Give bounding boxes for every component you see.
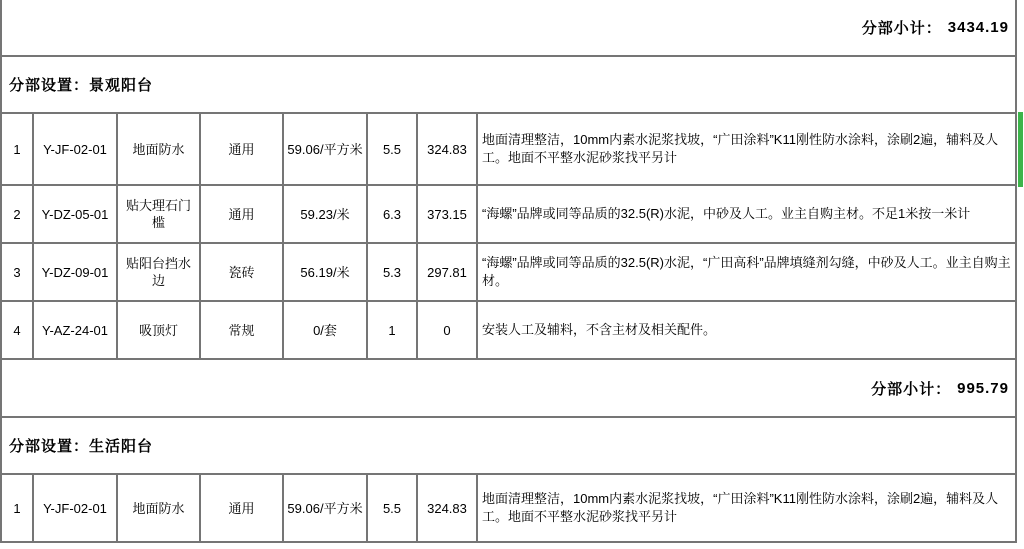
section-title-row-jingguan <box>0 57 1017 112</box>
table-row <box>1 474 1016 542</box>
table-row <box>1 185 1016 243</box>
subtotal-label: 分部小计： <box>861 20 942 37</box>
cell-quantity[interactable]: 5.3 <box>367 243 417 301</box>
cell-unit-price[interactable]: 59.06/平方米 <box>283 113 367 185</box>
cell-amount[interactable]: 297.81 <box>417 243 477 301</box>
cell-item-code[interactable]: Y-AZ-24-01 <box>33 301 117 359</box>
cell-item-code[interactable]: Y-JF-02-01 <box>33 474 117 542</box>
cell-unit-price[interactable]: 59.06/平方米 <box>283 474 367 542</box>
cell-item-code[interactable]: Y-JF-02-01 <box>33 113 117 185</box>
previous-section-subtotal-row <box>0 0 1017 57</box>
cell-item-type[interactable]: 通用 <box>200 474 283 542</box>
section-title: 生活阳台 <box>89 438 154 455</box>
section-subtotal-row-jingguan <box>0 360 1017 418</box>
cell-item-type[interactable]: 通用 <box>200 113 283 185</box>
cell-item-name[interactable]: 地面防水 <box>117 113 200 185</box>
row-selection-indicator <box>1018 112 1023 187</box>
table-row <box>1 301 1016 359</box>
cell-description[interactable]: “海螺”品牌或同等品质的32.5(R)水泥，“广田高科”品牌填缝剂勾缝，中砂及人工。业主自购主材。 <box>477 243 1016 301</box>
quote-table-jingguan <box>0 112 1017 360</box>
subtotal-value: 3434.19 <box>947 19 1009 36</box>
table-row <box>1 243 1016 301</box>
subtotal-label: 分部小计： <box>871 380 952 398</box>
section-title: 景观阳台 <box>89 77 154 94</box>
cell-unit-price[interactable]: 56.19/米 <box>283 243 367 301</box>
cell-description[interactable]: 安装人工及辅料，不含主材及相关配件。 <box>477 301 1016 359</box>
cell-description[interactable]: 地面清理整洁，10mm内素水泥浆找坡，“广田涂料”K11刚性防水涂料，涂刷2遍，辅料及人工。地面不平整水泥砂浆找平另计 <box>477 474 1016 542</box>
cell-amount[interactable]: 373.15 <box>417 185 477 243</box>
section-title-label: 分部设置： <box>9 438 90 455</box>
cell-row-number[interactable]: 3 <box>1 243 33 301</box>
cell-item-name[interactable]: 地面防水 <box>117 474 200 542</box>
section-title-row-shenghuo <box>0 418 1017 473</box>
cell-row-number[interactable]: 4 <box>1 301 33 359</box>
cell-item-code[interactable]: Y-DZ-09-01 <box>33 243 117 301</box>
cell-description[interactable]: “海螺”品牌或同等品质的32.5(R)水泥，中砂及人工。业主自购主材。不足1米按一米计 <box>477 185 1016 243</box>
cell-amount[interactable]: 0 <box>417 301 477 359</box>
cell-item-code[interactable]: Y-DZ-05-01 <box>33 185 117 243</box>
cell-item-name[interactable]: 贴大理石门槛 <box>117 185 200 243</box>
cell-unit-price[interactable]: 59.23/米 <box>283 185 367 243</box>
cell-amount[interactable]: 324.83 <box>417 113 477 185</box>
cell-row-number[interactable]: 1 <box>1 474 33 542</box>
cell-item-type[interactable]: 瓷砖 <box>200 243 283 301</box>
cell-description[interactable]: 地面清理整洁，10mm内素水泥浆找坡，“广田涂料”K11刚性防水涂料，涂刷2遍，辅料及人工。地面不平整水泥砂浆找平另计 <box>477 113 1016 185</box>
table-row <box>1 113 1016 185</box>
cell-item-name[interactable]: 吸顶灯 <box>117 301 200 359</box>
cell-unit-price[interactable]: 0/套 <box>283 301 367 359</box>
cell-item-type[interactable]: 通用 <box>200 185 283 243</box>
cell-amount[interactable]: 324.83 <box>417 474 477 542</box>
cell-quantity[interactable]: 6.3 <box>367 185 417 243</box>
quote-table-shenghuo <box>0 473 1017 543</box>
section-title-label: 分部设置： <box>9 77 90 94</box>
cell-row-number[interactable]: 2 <box>1 185 33 243</box>
cell-row-number[interactable]: 1 <box>1 113 33 185</box>
cell-quantity[interactable]: 5.5 <box>367 474 417 542</box>
subtotal-value: 995.79 <box>957 379 1009 397</box>
cell-item-name[interactable]: 贴阳台挡水边 <box>117 243 200 301</box>
cell-quantity[interactable]: 5.5 <box>367 113 417 185</box>
cell-quantity[interactable]: 1 <box>367 301 417 359</box>
cell-item-type[interactable]: 常规 <box>200 301 283 359</box>
